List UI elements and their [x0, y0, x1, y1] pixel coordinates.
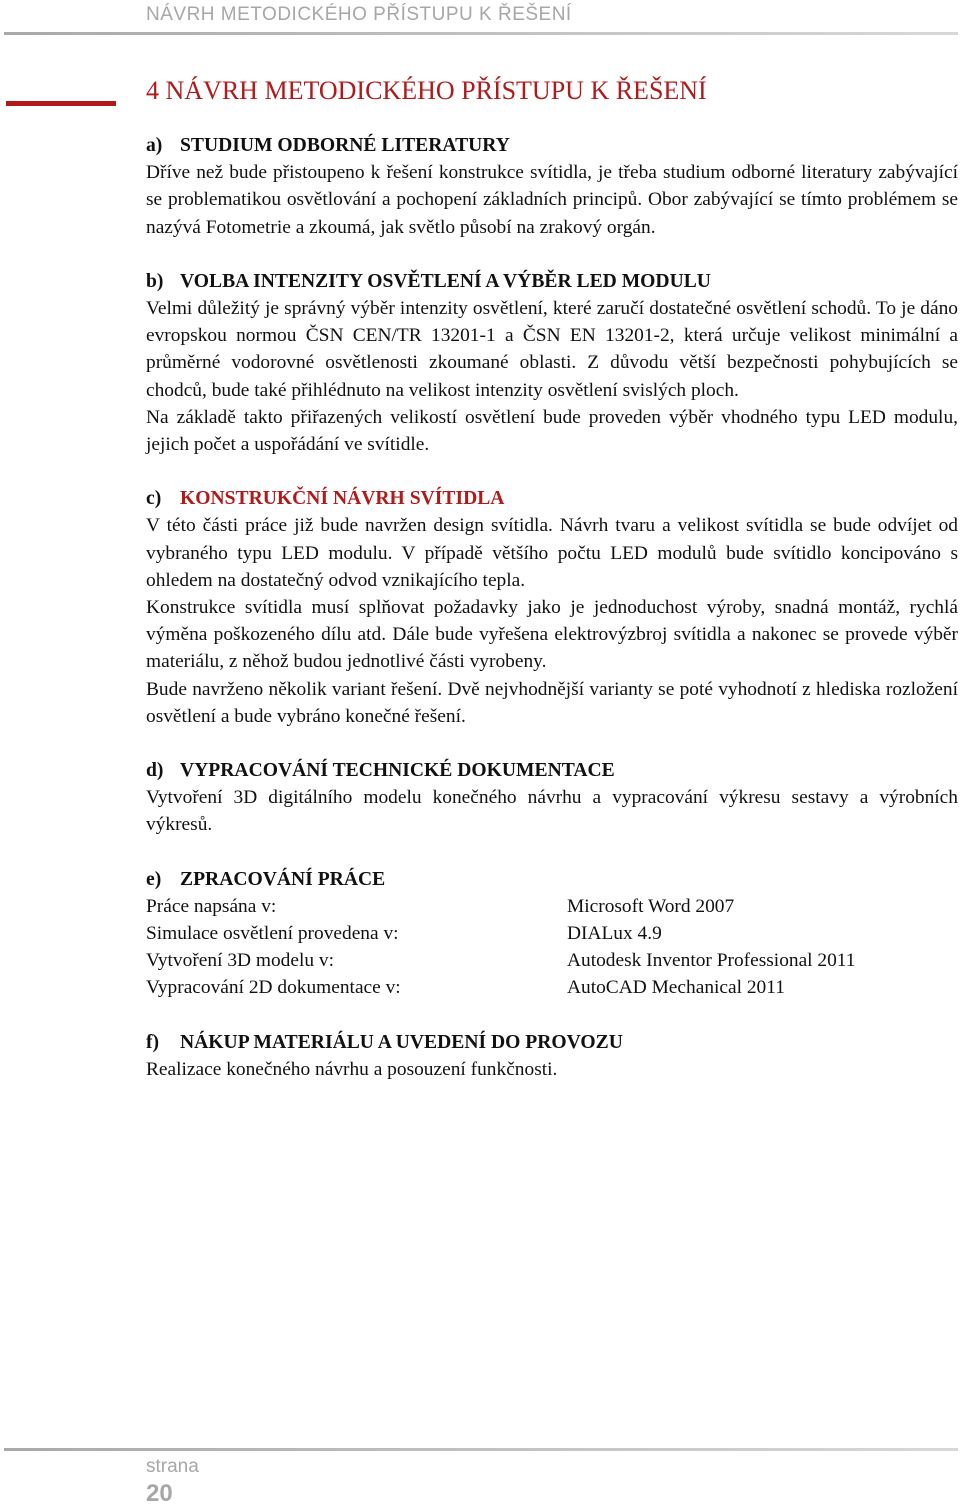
section-c-letter: c) — [146, 488, 162, 510]
section-d-title: VYPRACOVÁNÍ TECHNICKÉ DOKUMENTACE — [180, 760, 615, 782]
section-c-paragraph-3: Bude navrženo několik variant řešení. Dvě nejvhodnější varianty se poté vyhodnotí z hlediska rozložení osvětlení a bude vybráno konečné řešení. — [146, 678, 958, 727]
software-row-value: DIALux 4.9 — [567, 923, 662, 945]
section-d-letter: d) — [146, 760, 164, 782]
section-e-title: ZPRACOVÁNÍ PRÁCE — [180, 868, 386, 890]
footer-page-number: 20 — [146, 1480, 173, 1507]
footer-divider — [4, 1448, 958, 1451]
section-f — [146, 1029, 958, 1083]
section-d-heading — [146, 757, 958, 784]
section-c-heading — [146, 485, 958, 512]
software-row-label: Simulace osvětlení provedena v: — [146, 923, 399, 945]
running-header: NÁVRH METODICKÉHO PŘÍSTUPU K ŘEŠENÍ — [146, 4, 572, 25]
section-b-paragraph-1: Velmi důležitý je správný výběr intenzity osvětlení, které zaručí dostatečné osvětlení schodů. To je dáno evropskou normou ČSN CEN/TR 13201-1 a ČSN EN 13201-2, která určuje velikost minimální a průměrné vodorovné osvětlenosti zkoumané oblasti. Z důvodu větší bezpečnosti pohybujících se chodců, bude také přihlédnuto na velikost intenzity osvětlení svislých ploch. — [146, 298, 958, 401]
section-a — [146, 132, 958, 241]
section-b-letter: b) — [146, 270, 164, 292]
section-b-paragraph-2: Na základě takto přiřazených velikostí osvětlení bude proveden výběr vhodného typu LED modulu, jejich počet a uspořádání ve svítidle. — [146, 406, 958, 456]
software-row-value: Microsoft Word 2007 — [567, 895, 735, 917]
section-f-title: NÁKUP MATERIÁLU A UVEDENÍ DO PROVOZU — [180, 1031, 623, 1053]
section-c-paragraph-2: Konstrukce svítidla musí splňovat požadavky jako je jednoduchost výroby, snadná montáž, rychlá výměna poškozeného dílu atd. Dále bude vyřešena elektrovýzbroj svítidla a nakonec se provede výběr materiálu, z něhož budou jednotlivé části vyrobeny. — [146, 597, 958, 673]
header-divider — [4, 32, 958, 35]
section-e-heading — [146, 866, 958, 893]
section-f-paragraph-1: Realizace konečného návrhu a posouzení funkčnosti. — [146, 1058, 558, 1080]
software-row — [146, 893, 958, 920]
chapter-accent-bar — [6, 101, 116, 106]
software-row — [146, 920, 958, 947]
section-c — [146, 485, 958, 730]
software-row-label: Vypracování 2D dokumentace v: — [146, 977, 401, 999]
section-f-heading — [146, 1029, 958, 1056]
software-row — [146, 947, 958, 974]
section-a-paragraph-1: Dříve než bude přistoupeno k řešení konstrukce svítidla, je třeba studium odborné literatury zabývající se problematikou osvětlování a pochopení základních principů. Obor zabývající se tímto problémem se nazývá Fotometrie a zkoumá, jak světlo působí na zrakový orgán. — [146, 162, 958, 238]
software-table — [146, 893, 958, 1002]
software-row-value: AutoCAD Mechanical 2011 — [567, 977, 785, 999]
chapter-title: 4 NÁVRH METODICKÉHO PŘÍSTUPU K ŘEŠENÍ — [146, 76, 707, 105]
section-b — [146, 268, 958, 458]
section-a-title: STUDIUM ODBORNÉ LITERATURY — [180, 135, 510, 156]
section-c-paragraph-1: V této části práce již bude navržen design svítidla. Návrh tvaru a velikost svítidla se bude odvíjet od vybraného typu LED modulu. V případě většího počtu LED modulů bude svítidlo koncipováno s ohledem na dostatečný odvod vznikajícího tepla. — [146, 515, 958, 591]
footer-page-label: strana — [146, 1456, 199, 1477]
section-e — [146, 866, 958, 1002]
section-a-letter: a) — [146, 135, 163, 156]
software-row-value: Autodesk Inventor Professional 2011 — [567, 950, 856, 972]
section-a-heading — [146, 132, 958, 159]
section-d — [146, 757, 958, 839]
page-body — [146, 132, 958, 1083]
software-row — [146, 974, 958, 1001]
section-c-title: KONSTRUKČNÍ NÁVRH SVÍTIDLA — [180, 488, 505, 510]
section-b-title: VOLBA INTENZITY OSVĚTLENÍ A VÝBĚR LED MODULU — [180, 270, 711, 292]
section-d-paragraph-1: Vytvoření 3D digitálního modelu konečného návrhu a vypracování výkresu sestavy a výrobních výkresů. — [146, 787, 958, 836]
software-row-label: Vytvoření 3D modelu v: — [146, 950, 334, 972]
section-e-letter: e) — [146, 868, 162, 890]
section-f-letter: f) — [146, 1031, 160, 1053]
section-b-heading — [146, 268, 958, 295]
software-row-label: Práce napsána v: — [146, 895, 277, 917]
